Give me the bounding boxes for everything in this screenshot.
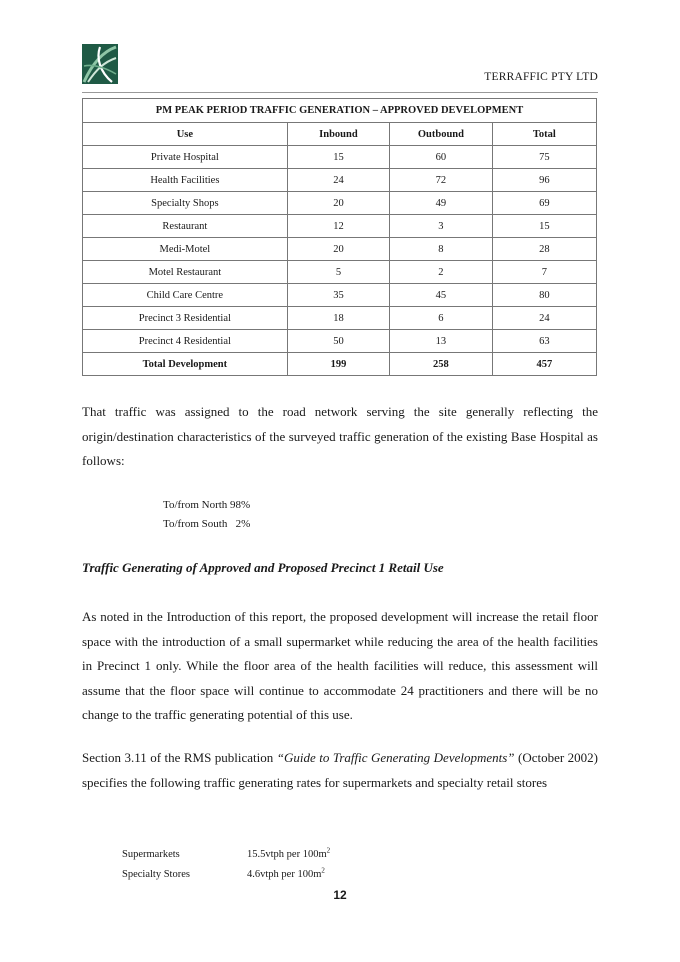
company-name: TERRAFFIC PTY LTD <box>484 71 598 83</box>
paragraph-introduction: As noted in the Introduction of this report, the proposed development will increase the retail floor space with the introduction of a small supermarket while reducing the area of the health facilities in Precinct 1 only. While the floor area of the health facilities will reduce, this assessment will assume that the floor space will continue to accommodate 24 practitioners and there will be no change to the traffic generating potential of this use. <box>82 609 598 722</box>
publication-title: “Guide to Traffic Generating Developments” <box>276 750 515 765</box>
cell-inbound: 5 <box>287 261 389 284</box>
cell-total: 24 <box>492 307 596 330</box>
cell-outbound: 8 <box>390 238 493 261</box>
cell-outbound: 72 <box>390 169 493 192</box>
section-heading: Traffic Generating of Approved and Proposed Precinct 1 Retail Use <box>82 560 444 575</box>
cell-outbound: 13 <box>390 330 493 353</box>
table-title: PM PEAK PERIOD TRAFFIC GENERATION – APPROVED DEVELOPMENT <box>83 99 597 123</box>
cell-total: 69 <box>492 192 596 215</box>
cell-use: Restaurant <box>83 215 288 238</box>
cell-total: 63 <box>492 330 596 353</box>
cell-inbound: 20 <box>287 238 389 261</box>
paragraph-text-start: Section 3.11 of the RMS publication <box>82 750 277 765</box>
cell-use: Specialty Shops <box>83 192 288 215</box>
cell-total: 28 <box>492 238 596 261</box>
table-row <box>83 284 597 307</box>
cell-use: Precinct 3 Residential <box>83 307 288 330</box>
cell-inbound: 35 <box>287 284 389 307</box>
cell-use: Child Care Centre <box>83 284 288 307</box>
cell-inbound: 18 <box>287 307 389 330</box>
cell-outbound: 3 <box>390 215 493 238</box>
cell-use: Precinct 4 Residential <box>83 330 288 353</box>
table-row <box>83 146 597 169</box>
direction-south: To/from South 2% <box>163 518 251 530</box>
cell-use: Total Development <box>83 353 288 376</box>
direction-north: To/from North 98% <box>163 499 251 511</box>
traffic-generation-table <box>82 98 597 376</box>
header-divider <box>82 92 598 93</box>
cell-inbound: 24 <box>287 169 389 192</box>
rate-value: 15.5vtph per $100m^2$ <box>247 846 331 860</box>
table-row <box>83 169 597 192</box>
cell-use: Health Facilities <box>83 169 288 192</box>
cell-total: 457 <box>492 353 596 376</box>
cell-use: Motel Restaurant <box>83 261 288 284</box>
table-row <box>83 192 597 215</box>
cell-use: Medi-Motel <box>83 238 288 261</box>
cell-inbound: 15 <box>287 146 389 169</box>
cell-inbound: 199 <box>287 353 389 376</box>
cell-outbound: 49 <box>390 192 493 215</box>
cell-outbound: 60 <box>390 146 493 169</box>
cell-inbound: 50 <box>287 330 389 353</box>
rate-row-specialty-stores <box>122 866 325 880</box>
cell-total: 75 <box>492 146 596 169</box>
cell-total: 80 <box>492 284 596 307</box>
table-row <box>83 307 597 330</box>
cell-total: 15 <box>492 215 596 238</box>
cell-outbound: 258 <box>390 353 493 376</box>
rate-value: 4.6vtph per $100m^2$ <box>247 866 325 880</box>
paragraph-text-end: (October 2002) specifies the following traffic generating rates for supermarkets and specialty retail stores <box>82 750 599 790</box>
paragraph-assignment: That traffic was assigned to the road network serving the site generally reflecting the origin/destination characteristics of the surveyed traffic generation of the existing Base Hospital as follows: <box>82 404 598 468</box>
cell-inbound: 12 <box>287 215 389 238</box>
rate-name: Specialty Stores <box>122 868 190 880</box>
paragraph-rms-publication <box>82 746 598 795</box>
cell-outbound: 45 <box>390 284 493 307</box>
table-total-row <box>83 353 597 376</box>
table-row <box>83 330 597 353</box>
terraffic-logo-icon <box>82 44 118 84</box>
cell-total: 7 <box>492 261 596 284</box>
table-row <box>83 261 597 284</box>
column-header-total: Total <box>492 123 596 146</box>
table-header-row <box>83 123 597 146</box>
rate-row-supermarkets <box>122 846 330 860</box>
cell-use: Private Hospital <box>83 146 288 169</box>
cell-outbound: 6 <box>390 307 493 330</box>
page-number: 12 <box>333 888 347 902</box>
column-header-use: Use <box>83 123 288 146</box>
cell-inbound: 20 <box>287 192 389 215</box>
cell-total: 96 <box>492 169 596 192</box>
column-header-inbound: Inbound <box>287 123 389 146</box>
cell-outbound: 2 <box>390 261 493 284</box>
table-row <box>83 215 597 238</box>
column-header-outbound: Outbound <box>390 123 493 146</box>
rate-name: Supermarkets <box>122 848 180 860</box>
table-row <box>83 238 597 261</box>
